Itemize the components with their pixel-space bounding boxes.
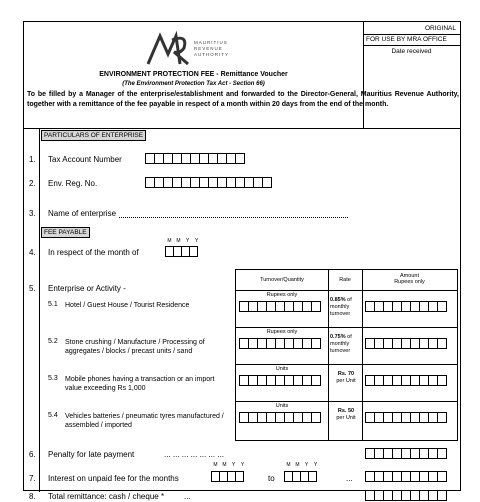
- interest-from-digit-box[interactable]: [235, 471, 244, 482]
- row-rate: [330, 371, 362, 385]
- row-turnover-field[interactable]: [239, 338, 320, 349]
- row-unit-label: Units: [275, 366, 289, 372]
- interest-digit-box[interactable]: [437, 471, 447, 482]
- row-turnover-field[interactable]: [239, 375, 320, 386]
- amount-digit-box[interactable]: [437, 375, 447, 386]
- activity-row-label: Mobile phones having a transaction or an import value exceeding Rs 1,000: [65, 376, 215, 392]
- month-mmyy-header: [165, 238, 201, 244]
- table-col-line-2: [362, 270, 363, 440]
- row-rate-basis: of monthly turnover: [330, 297, 352, 317]
- activity-row-number: 5.2: [48, 338, 58, 345]
- enterprise-activity-label: Enterprise or Activity -: [48, 284, 126, 293]
- tax-account-digit-box[interactable]: [235, 153, 245, 164]
- amount-digit-box[interactable]: [437, 412, 447, 423]
- col-amount-header-line-1: Amount: [400, 273, 419, 279]
- mra-logo: [144, 30, 244, 70]
- tax-account-label: Tax Account Number: [48, 155, 122, 164]
- row-rate-value: Rs. 50: [337, 408, 355, 414]
- amount-digit-box[interactable]: [437, 301, 447, 312]
- total-amount-field[interactable]: [365, 490, 446, 501]
- row-rate-basis: of monthly turnover: [330, 334, 352, 354]
- logo-text-line-1: MAURITIUS: [194, 40, 228, 45]
- row-turnover-field[interactable]: [239, 412, 320, 423]
- interest-to-month-field[interactable]: [284, 471, 316, 482]
- item-4-number: 4.: [29, 248, 36, 257]
- mmyy-m1: M: [167, 238, 172, 244]
- penalty-digit-box[interactable]: [437, 448, 447, 459]
- interest-mmyy-from-header: [211, 462, 247, 468]
- interest-label: Interest on unpaid fee for the months: [48, 474, 179, 483]
- col-amount-header: [362, 273, 457, 285]
- row-unit-label: Rupees only: [266, 329, 298, 335]
- item-6-number: 6.: [29, 450, 36, 459]
- row-amount-field[interactable]: [365, 338, 446, 349]
- table-row-line: [236, 327, 457, 328]
- row-unit-label: Units: [275, 403, 289, 409]
- row-rate-value: Rs. 70: [337, 371, 355, 377]
- activity-row-label: Vehicles batteries / pneumatic tyres manufactured / assembled / imported: [65, 413, 224, 429]
- activity-row-number: 5.3: [48, 375, 58, 382]
- row-amount-field[interactable]: [365, 301, 446, 312]
- table-col-line-1: [328, 270, 329, 440]
- for-mra-office-label: FOR USE BY MRA OFFICE: [366, 36, 447, 43]
- total-remittance-label: Total remittance: cash / cheque *: [48, 492, 165, 501]
- turnover-digit-box[interactable]: [311, 301, 321, 312]
- row-amount-field[interactable]: [365, 375, 446, 386]
- row-rate-basis: per Unit: [336, 415, 356, 421]
- date-received-label: Date received: [391, 48, 432, 55]
- table-row-line: [236, 364, 457, 365]
- total-dots: ...: [184, 492, 191, 501]
- interest-mmyy-to-header: [284, 462, 320, 468]
- item-2-number: 2.: [29, 179, 36, 188]
- mmyy-m2: M: [176, 238, 181, 244]
- env-reg-digit-box[interactable]: [262, 177, 272, 188]
- number-column-line: [39, 128, 40, 492]
- row-turnover-field[interactable]: [239, 301, 320, 312]
- logo-text-line-3: AUTHORITY: [194, 52, 230, 57]
- row-rate-value: 0.85%: [330, 297, 346, 303]
- interest-to-y1: Y: [304, 462, 309, 468]
- tax-account-number-field[interactable]: [145, 153, 244, 164]
- interest-to-m1: M: [286, 462, 291, 468]
- activity-row-number: 5.1: [48, 301, 58, 308]
- item-8-number: 8.: [29, 492, 36, 501]
- interest-to-digit-box[interactable]: [308, 471, 317, 482]
- item-5-number: 5.: [29, 284, 36, 293]
- item-1-number: 1.: [29, 155, 36, 164]
- interest-from-y2: Y: [240, 462, 245, 468]
- interest-amount-field[interactable]: [365, 471, 446, 482]
- col-amount-header-line-2: Rupees only: [394, 279, 425, 285]
- item-7-number: 7.: [29, 474, 36, 483]
- logo-text-line-2: REVENUE: [194, 46, 223, 51]
- col-turnover-header: Turnover/Quantity: [260, 277, 304, 283]
- office-line-2: [363, 45, 460, 46]
- row-amount-field[interactable]: [365, 412, 446, 423]
- enterprise-name-label: Name of enterprise: [48, 209, 117, 218]
- activity-row-label: Stone crushing / Manufacture / Processing of aggregates / blocks / precast units / sand: [65, 339, 205, 355]
- remittance-voucher-form: [23, 21, 461, 501]
- header-bottom-line: [24, 128, 460, 129]
- row-rate-basis: per Unit: [336, 378, 356, 384]
- activity-row-label: Hotel / Guest House / Tourist Residence: [65, 302, 190, 309]
- penalty-amount-field[interactable]: [365, 448, 446, 459]
- row-rate: [330, 297, 362, 318]
- month-label: In respect of the month of: [48, 248, 139, 257]
- table-row-line: [236, 401, 457, 402]
- penalty-label: Penalty for late payment: [48, 450, 135, 459]
- form-subtitle: (The Environment Protection Tax Act - Section 66): [122, 81, 265, 87]
- mra-logo-mark-icon: [144, 30, 194, 66]
- env-reg-number-field[interactable]: [145, 177, 271, 188]
- env-reg-label: Env. Reg. No.: [48, 179, 98, 188]
- mmyy-y1: Y: [185, 238, 190, 244]
- col-rate-header: Rate: [339, 277, 351, 283]
- form-title: ENVIRONMENT PROTECTION FEE - Remittance Voucher: [99, 71, 288, 78]
- mmyy-y2: Y: [194, 238, 199, 244]
- fee-payable-section-tag: FEE PAYABLE: [41, 227, 90, 238]
- month-digit-box[interactable]: [189, 246, 198, 257]
- activity-table: [235, 269, 458, 441]
- penalty-dots: ... ... ... ... ... ... ...: [164, 450, 225, 459]
- original-label: ORIGINAL: [424, 25, 456, 32]
- row-unit-label: Rupees only: [266, 292, 298, 298]
- row-rate-value: 0.75%: [330, 334, 346, 340]
- total-digit-box[interactable]: [437, 490, 447, 501]
- header-divider: [363, 22, 364, 128]
- interest-from-m1: M: [213, 462, 218, 468]
- form-instructions: To be filled by a Manager of the enterprise/establishment and forwarded to the Director-General, Mauritius Revenue Authority, together with a remittance of the fee payable in respect of a month within 20 days from the end of the month.: [27, 91, 459, 108]
- row-rate: [330, 334, 362, 355]
- enterprise-name-field[interactable]: [119, 209, 348, 218]
- turnover-digit-box[interactable]: [311, 338, 321, 349]
- interest-to-m2: M: [295, 462, 300, 468]
- month-field[interactable]: [165, 246, 197, 257]
- table-header-line: [236, 290, 457, 291]
- item-3-number: 3.: [29, 209, 36, 218]
- activity-row-number: 5.4: [48, 412, 58, 419]
- interest-from-month-field[interactable]: [211, 471, 243, 482]
- interest-from-y1: Y: [231, 462, 236, 468]
- particulars-section-tag: PARTICULARS OF ENTERPRISE: [41, 130, 146, 141]
- amount-digit-box[interactable]: [437, 338, 447, 349]
- turnover-digit-box[interactable]: [311, 375, 321, 386]
- interest-from-m2: M: [222, 462, 227, 468]
- turnover-digit-box[interactable]: [311, 412, 321, 423]
- row-rate: [330, 408, 362, 422]
- enterprise-name-row: [48, 209, 348, 219]
- interest-to-label: to: [268, 474, 275, 483]
- interest-to-y2: Y: [313, 462, 318, 468]
- interest-dots: ...: [346, 474, 353, 483]
- office-line-1: [363, 34, 460, 35]
